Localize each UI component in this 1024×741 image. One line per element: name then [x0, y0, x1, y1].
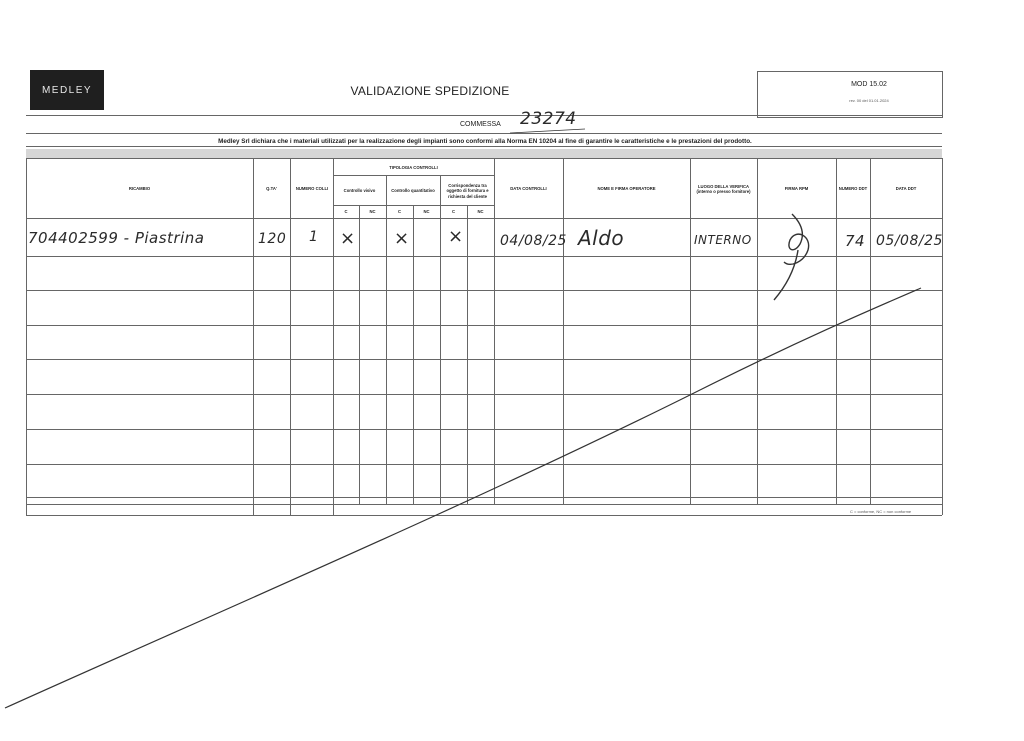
header-visivo: Controllo visivo — [343, 188, 376, 194]
row1-qta: 120 — [258, 231, 287, 247]
footnote: C = conforme, NC = non conforme — [850, 509, 912, 514]
header-quantitativo: Controllo quantitativo — [391, 188, 435, 194]
declaration-text: Medley Srl dichiara che i materiali utilizzati per la realizzazione degli impianti sono conformi alla Norma EN 10204 al fine di garantire le caratteristiche e le prestazioni del prodotto. — [218, 138, 752, 145]
row1-data-controlli: 04/08/25 — [500, 233, 567, 249]
header-numero-colli: NUMERO COLLI — [295, 186, 329, 192]
header-data-ddt: DATA DDT — [895, 186, 917, 192]
header-operatore: NOME E FIRMA OPERATORE — [597, 186, 656, 192]
row1-colli: 1 — [309, 229, 319, 245]
mod-code: MOD 15.02 — [851, 81, 887, 88]
row1-luogo: INTERNO — [694, 233, 752, 247]
header-nc-visivo: NC — [369, 209, 376, 215]
commessa-value: 23274 — [520, 109, 577, 129]
row1-mark-visivo: × — [340, 228, 356, 249]
header-luogo-sub: (interno o presso fornitore) — [696, 189, 751, 194]
row1-ricambio: 704402599 - Piastrina — [28, 229, 205, 247]
row1-operatore-signature: Aldo — [578, 226, 625, 250]
row1-mark-quantitativo: × — [394, 228, 410, 249]
header-corrispondenza: Corrispondenza tra oggetto di fornitura e richiesta del cliente — [446, 183, 489, 199]
header-nc-quantitativo: NC — [423, 209, 430, 215]
medley-logo: MEDLEY — [30, 70, 104, 110]
commessa-label: COMMESSA — [460, 121, 501, 128]
header-luogo-title: LUOGO DELLA VERIFICA — [697, 183, 750, 189]
mod-revision: rev. 00 del 01.01.2024 — [849, 98, 889, 103]
header-c-visivo: C — [344, 209, 348, 215]
row1-data-ddt: 05/08/25 — [876, 233, 943, 249]
row1-mark-corrispondenza: × — [448, 226, 464, 247]
page-title: VALIDAZIONE SPEDIZIONE — [350, 84, 510, 98]
rpm-signature — [774, 214, 809, 300]
header-nc-corrispondenza: NC — [477, 209, 484, 215]
header-numero-ddt: NUMERO DDT — [838, 186, 868, 192]
row1-numero-ddt: 74 — [845, 232, 866, 250]
header-qta: Q.TA' — [266, 186, 277, 192]
header-ricambio: RICAMBIO — [128, 186, 151, 192]
header-c-quantitativo: C — [397, 209, 402, 215]
cancel-line — [5, 288, 921, 708]
header-data-controlli: DATA CONTROLLI — [510, 186, 547, 192]
header-c-corrispondenza: C — [451, 209, 456, 215]
header-firma-rpm: FIRMA RPM — [784, 186, 809, 192]
commessa-underline — [510, 129, 585, 133]
header-tipologia: TIPOLOGIA CONTROLLI — [389, 164, 438, 170]
